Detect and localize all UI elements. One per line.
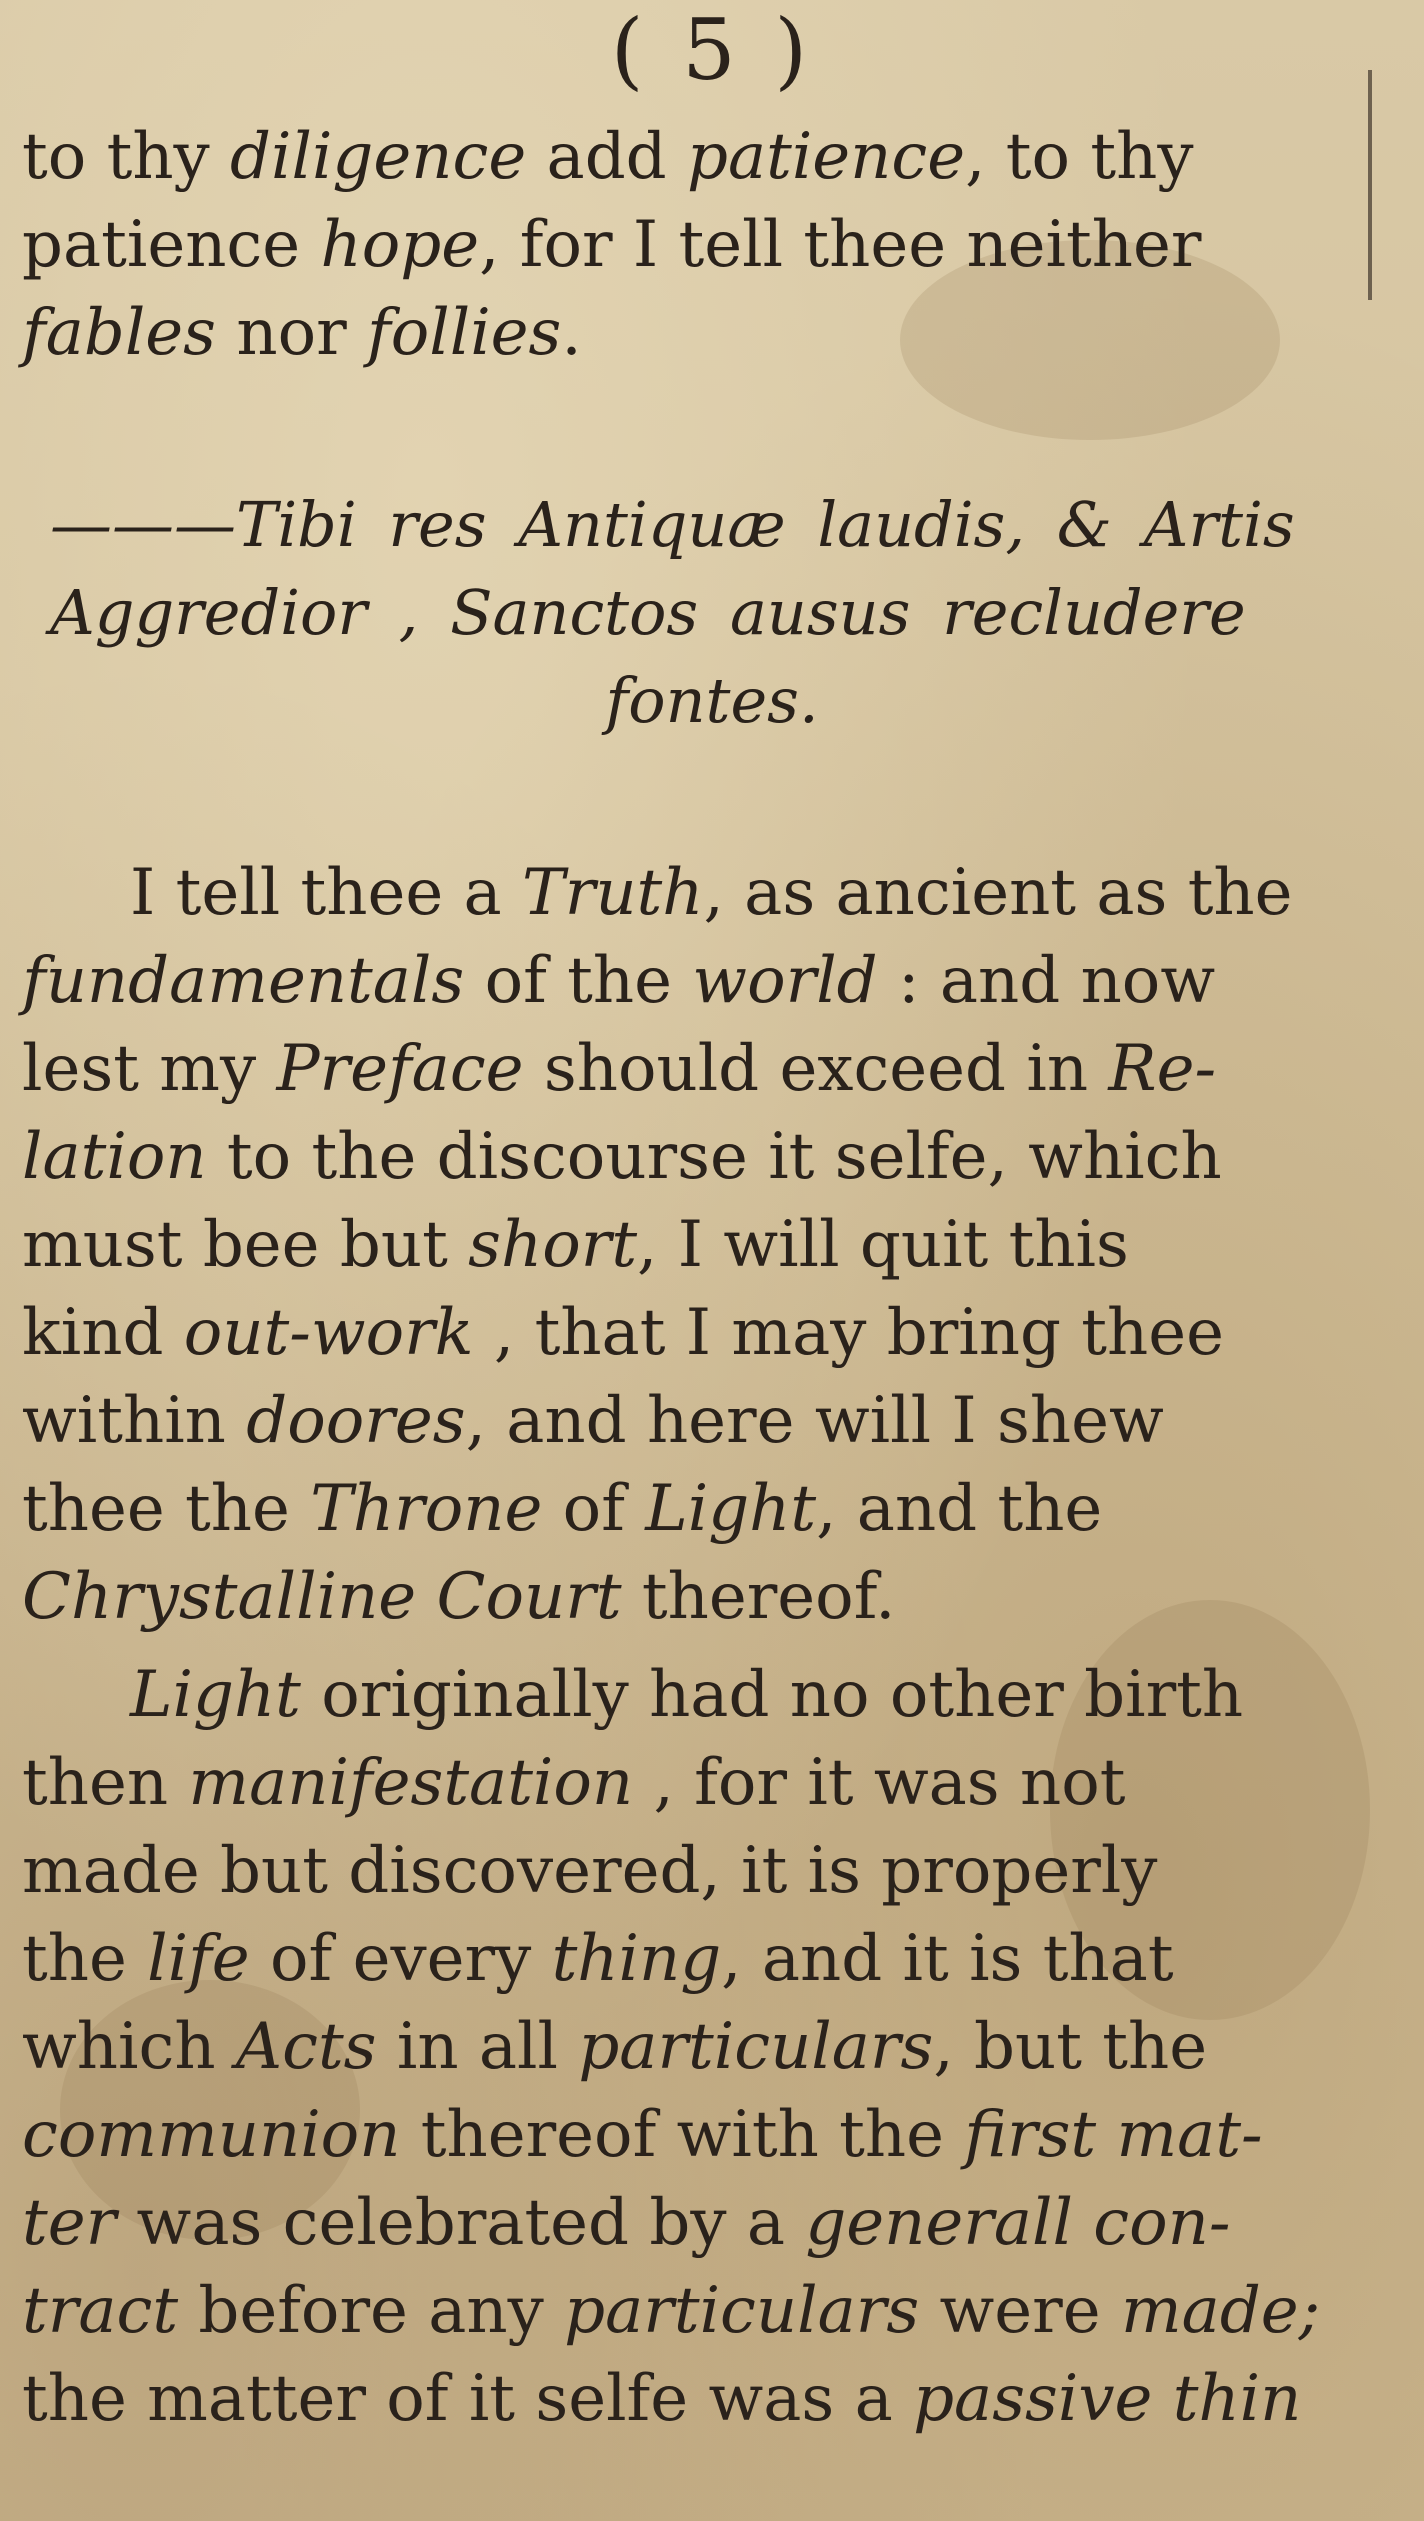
text-run: , as ancient as the <box>703 856 1293 930</box>
italic-run: world <box>692 944 878 1018</box>
paragraph-line <box>22 1914 1342 2004</box>
paragraph-line <box>22 2090 1342 2180</box>
paragraph-line <box>22 1738 1342 1828</box>
italic-run: diligence <box>230 120 527 194</box>
paragraph-line <box>22 1826 1342 1916</box>
italic-run: life <box>147 1922 250 1996</box>
italic-run: ter <box>22 2186 117 2260</box>
text-run: thereof with the <box>400 2098 965 2172</box>
paragraph-line <box>130 848 1342 938</box>
text-run: kind <box>22 1296 184 1370</box>
italic-run: out-work <box>183 1296 474 1370</box>
text-line <box>22 112 1342 202</box>
italic-run: first mat- <box>964 2098 1263 2172</box>
text-run: , I will quit this <box>637 1208 1129 1282</box>
page-number: ( 5 ) <box>610 1 814 99</box>
paragraph-line <box>22 1200 1342 1290</box>
text-run: , and it is that <box>721 1922 1174 1996</box>
text-run: should exceed in <box>523 1032 1109 1106</box>
italic-run: short <box>468 1208 638 1282</box>
text-run: patience <box>22 208 321 282</box>
italic-run: Truth <box>522 856 704 930</box>
italic-run: doores <box>246 1384 466 1458</box>
text-run: I tell thee a <box>130 856 523 930</box>
text-run: of the <box>464 944 693 1018</box>
paragraph-line <box>22 2178 1342 2268</box>
text-run: : and now <box>877 944 1216 1018</box>
italic-run: Light <box>130 1658 301 1732</box>
text-run: to the discourse it selfe, which <box>206 1120 1222 1194</box>
text-run: lest my <box>22 1032 277 1106</box>
italic-run: lation <box>22 1120 207 1194</box>
page-edge-mark <box>1368 70 1372 300</box>
text-run: add <box>526 120 687 194</box>
text-run: , for I tell thee neither <box>479 208 1202 282</box>
text-run: , and here will I shew <box>465 1384 1164 1458</box>
text-run: which <box>22 2010 236 2084</box>
italic-run: Throne <box>310 1472 543 1546</box>
italic-run: thing <box>551 1922 722 1996</box>
italic-run: patience <box>686 120 966 194</box>
italic-run: fables <box>22 296 216 370</box>
text-run: the matter of it selfe was a <box>22 2362 914 2436</box>
paragraph-line <box>22 1288 1342 1378</box>
text-run: was celebrated by a <box>116 2186 806 2260</box>
paragraph-line <box>22 1112 1342 1202</box>
text-run: to thy <box>22 120 231 194</box>
italic-run: made; <box>1120 2274 1321 2348</box>
text-line <box>22 200 1342 290</box>
paragraph-line <box>22 1552 1342 1642</box>
italic-run: particulars <box>564 2274 920 2348</box>
paragraph-line <box>22 2266 1342 2356</box>
paragraph-line <box>130 1650 1342 1740</box>
italic-run: follies <box>367 296 562 370</box>
text-run: before any <box>178 2274 565 2348</box>
quote-line: Aggredior , Sanctos ausus recludere <box>50 576 1246 649</box>
italic-run: manifestation <box>188 1746 634 1820</box>
text-run: thereof. <box>621 1560 896 1634</box>
text-run: of every <box>249 1922 552 1996</box>
italic-run: Acts <box>235 2010 377 2084</box>
text-line <box>22 288 1342 378</box>
paragraph-line <box>22 1464 1342 1554</box>
text-run: originally had no other birth <box>300 1658 1244 1732</box>
text-run: , and the <box>816 1472 1103 1546</box>
italic-run: particulars <box>578 2010 934 2084</box>
paragraph-line <box>22 2354 1342 2444</box>
text-run: the <box>22 1922 148 1996</box>
paragraph-line <box>22 936 1342 1026</box>
italic-run: Preface <box>276 1032 524 1106</box>
text-run: , that I may bring thee <box>473 1296 1224 1370</box>
text-run: made but discovered, it is properly <box>22 1834 1158 1908</box>
italic-run: Chrystalline Court <box>22 1560 622 1634</box>
text-run: , but the <box>933 2010 1208 2084</box>
text-run: . <box>561 296 582 370</box>
italic-run: communion <box>22 2098 401 2172</box>
text-run: then <box>22 1746 189 1820</box>
text-run: within <box>22 1384 247 1458</box>
quote-line: fontes. <box>605 664 819 737</box>
text-run: , for it was not <box>633 1746 1126 1820</box>
italic-run: generall con- <box>805 2186 1231 2260</box>
italic-run: hope <box>320 208 480 282</box>
paragraph-line <box>22 1376 1342 1466</box>
italic-run: passive thin <box>913 2362 1302 2436</box>
text-run: must bee but <box>22 1208 469 1282</box>
italic-run: tract <box>22 2274 179 2348</box>
paragraph-line <box>22 2002 1342 2092</box>
text-run: were <box>919 2274 1121 2348</box>
italic-run: fundamentals <box>22 944 465 1018</box>
italic-run: Re- <box>1108 1032 1217 1106</box>
text-run: , to thy <box>965 120 1194 194</box>
italic-run: Light <box>645 1472 817 1546</box>
quote-line: ———Tibi res Antiquæ laudis, & Artis <box>50 488 1295 561</box>
text-run: nor <box>216 296 368 370</box>
text-run: thee the <box>22 1472 311 1546</box>
text-run: of <box>542 1472 646 1546</box>
text-run: in all <box>376 2010 579 2084</box>
paragraph-line <box>22 1024 1342 1114</box>
